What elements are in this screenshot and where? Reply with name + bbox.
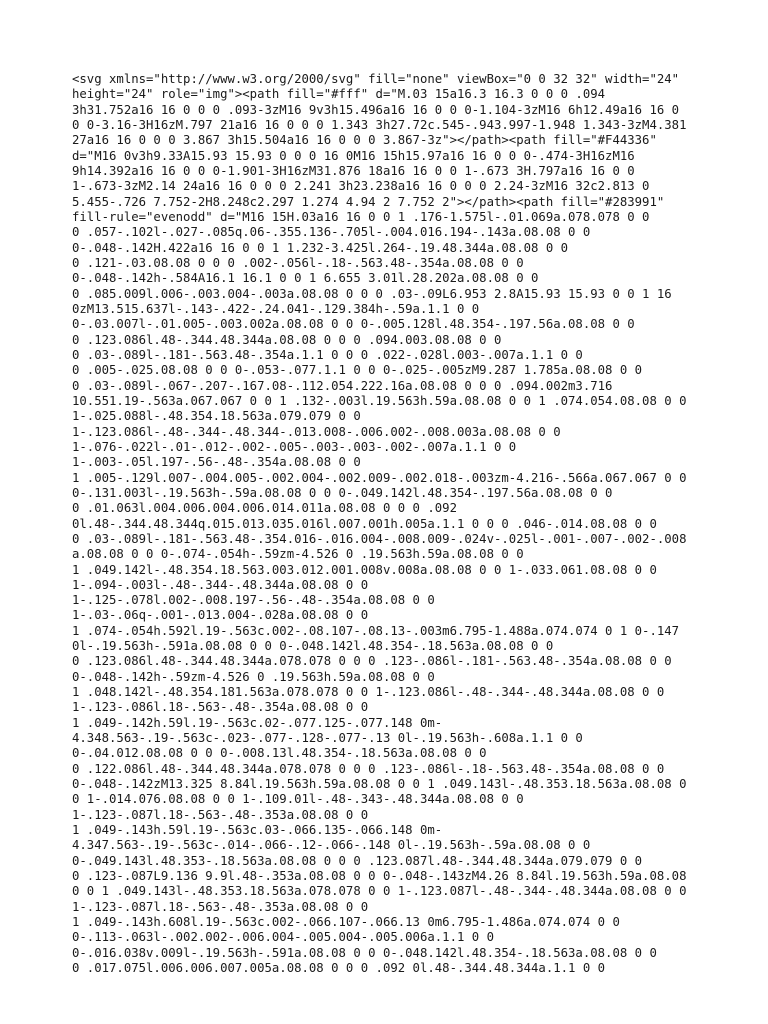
document-page xyxy=(72,72,712,976)
svg-source-line: 0-.048-.142h-.59zm-4.526 0 .19.563h.59a.08.08 0 0 xyxy=(72,669,435,684)
svg-source-line: 0l.48-.344.48.344q.015.013.035.016l.007.001h.005a.1.1 0 0 0 .046-.014.08.08 0 0 xyxy=(72,516,657,531)
svg-source-line: 0 .03-.089l-.181-.563.48-.354.016-.016.004-.008.009-.024v-.025l-.001-.007-.002-.008 xyxy=(72,531,687,546)
svg-source-line: 1-.094-.003l-.48-.344-.48.344a.08.08 0 0 xyxy=(72,577,369,592)
svg-source-line: 1-.025.088l-.48.354.18.563a.079.079 0 0 xyxy=(72,409,361,424)
svg-source-line: 0-.131.003l-.19.563h-.59a.08.08 0 0 0-.049.142l.48.354-.197.56a.08.08 0 0 xyxy=(72,485,613,500)
svg-source-line: 0-.049.143l.48.353-.18.563a.08.08 0 0 0 .123.087l.48-.344.48.344a.079.079 0 0 xyxy=(72,853,643,868)
svg-source-line: 1-.123-.086l.18-.563-.48-.354a.08.08 0 0 xyxy=(72,700,369,715)
svg-source-line: 0 .123.086l.48-.344.48.344a.08.08 0 0 0 .094.003.08.08 0 0 xyxy=(72,332,502,347)
svg-source-line: height="24" role="img"><path fill="#fff" d="M.03 15a16.3 16.3 0 0 0 .094 xyxy=(72,87,606,102)
svg-source-line: 1-.123-.087l.18-.563-.48-.353a.08.08 0 0 xyxy=(72,807,369,822)
svg-source-line: 0l-.19.563h-.591a.08.08 0 0 0-.048.142l.48.354-.18.563a.08.08 0 0 xyxy=(72,639,554,654)
svg-source-line: 1-.125-.078l.002-.008.197-.56-.48-.354a.08.08 0 0 xyxy=(72,593,435,608)
svg-source-line: 1 .049-.143h.59l.19-.563c.03-.066.135-.066.148 0m- xyxy=(72,823,443,838)
svg-source-line: 1 .074-.054h.592l.19-.563c.002-.08.107-.08.13-.003m6.795-1.488a.074.074 0 1 0-.147 xyxy=(72,623,680,638)
svg-source-line: 0 .03-.089l-.181-.563.48-.354a.1.1 0 0 0 .022-.028l.003-.007a.1.1 0 0 xyxy=(72,347,583,362)
svg-source-line: a.08.08 0 0 0-.074-.054h-.59zm-4.526 0 .19.563h.59a.08.08 0 0 xyxy=(72,547,524,562)
svg-source-line: 1 .005-.129l.007-.004.005-.002.004-.002.009-.002.018-.003zm-4.216-.566a.067.067 0 0 xyxy=(72,470,687,485)
svg-source-line: 0 .057-.102l-.027-.085q.06-.355.136-.705l-.004.016.194-.143a.08.08 0 0 xyxy=(72,225,591,240)
svg-source-line: 0 .122.086l.48-.344.48.344a.078.078 0 0 0 .123-.086l-.18-.563.48-.354a.08.08 0 0 xyxy=(72,761,665,776)
svg-source-line: 0 1-.014.076.08.08 0 0 1-.109.01l-.48-.343-.48.344a.08.08 0 0 xyxy=(72,792,524,807)
svg-source-line: 0-.016.038v.009l-.19.563h-.591a.08.08 0 0 0-.048.142l.48.354-.18.563a.08.08 0 0 xyxy=(72,945,657,960)
svg-source-line: 1-.003-.05l.197-.56-.48-.354a.08.08 0 0 xyxy=(72,455,361,470)
svg-source-line: 0 .017.075l.006.006.007.005a.08.08 0 0 0 .092 0l.48-.344.48.344a.1.1 0 0 xyxy=(72,961,606,976)
svg-source-line: 1-.076-.022l-.01-.012-.002-.005-.003-.003-.002-.007a.1.1 0 0 xyxy=(72,439,517,454)
svg-source-line: 0 .01.063l.004.006.004.006.014.011a.08.08 0 0 0 .092 xyxy=(72,501,457,516)
svg-source-line: 0 .03-.089l-.067-.207-.167.08-.112.054.222.16a.08.08 0 0 0 .094.002m3.716 xyxy=(72,378,613,393)
svg-source-line: 0-.048-.142H.422a16 16 0 0 1 1.232-3.425l.264-.19.48.344a.08.08 0 0 xyxy=(72,240,569,255)
svg-source-line: 0-.03.007l-.01.005-.003.002a.08.08 0 0 0-.005.128l.48.354-.197.56a.08.08 0 0 xyxy=(72,317,635,332)
svg-source-line: 0 0 1 .049.143l-.48.353.18.563a.078.078 0 0 1-.123.087l-.48-.344-.48.344a.08.08 0 0 xyxy=(72,884,687,899)
svg-source-line: 0 .085.009l.006-.003.004-.003a.08.08 0 0 0 .03-.09L6.953 2.8A15.93 15.93 0 0 1 16 xyxy=(72,286,672,301)
svg-source-line: 1 .049.142l-.48.354.18.563.003.012.001.008v.008a.08.08 0 0 1-.033.061.08.08 0 0 xyxy=(72,562,657,577)
svg-source-line: 5.455-.726 7.752-2H8.248c2.297 1.274 4.94 2 7.752 2"></path><path fill="#283991" xyxy=(72,194,665,209)
svg-source-line: 0 .123.086l.48-.344.48.344a.078.078 0 0 0 .123-.086l-.181-.563.48-.354a.08.08 0 0 xyxy=(72,654,672,669)
svg-source-line: 0zM13.515.637l-.143-.422-.24.041-.129.384h-.59a.1.1 0 0 xyxy=(72,301,480,316)
svg-source-line: 0 .121-.03.08.08 0 0 0 .002-.056l-.18-.563.48-.354a.08.08 0 0 xyxy=(72,255,524,270)
svg-source-line: 0-.048-.142h-.584A16.1 16.1 0 0 1 6.655 3.01l.28.202a.08.08 0 0 xyxy=(72,271,539,286)
svg-source-line: 0 .005-.025.08.08 0 0 0-.053-.077.1.1 0 0 0-.025-.005zM9.287 1.785a.08.08 0 0 xyxy=(72,363,643,378)
svg-source-line: 4.347.563-.19-.563c-.014-.066-.12-.066-.148 0l-.19.563h-.59a.08.08 0 0 xyxy=(72,838,591,853)
svg-source-line: d="M16 0v3h9.33A15.93 15.93 0 0 0 16 0M16 15h15.97a16 16 0 0 0-.474-3H16zM16 xyxy=(72,148,635,163)
svg-source-line: 27a16 16 0 0 0 3.867 3h15.504a16 16 0 0 0 3.867-3z"></path><path fill="#F44336" xyxy=(72,133,657,148)
svg-source-line: 0 0-3.16-3H16zM.797 21a16 16 0 0 0 1.343 3h27.72c.545-.943.997-1.948 1.343-3zM4.381 xyxy=(72,117,687,132)
svg-source-line: 1-.673-3zM2.14 24a16 16 0 0 0 2.241 3h23.238a16 16 0 0 0 2.24-3zM16 32c2.813 0 xyxy=(72,179,650,194)
svg-source-line: 1 .049-.142h.59l.19-.563c.02-.077.125-.077.148 0m- xyxy=(72,715,443,730)
svg-source-line: 0-.04.012.08.08 0 0 0-.008.13l.48.354-.18.563a.08.08 0 0 xyxy=(72,746,487,761)
svg-source-line: <svg xmlns="http://www.w3.org/2000/svg" fill="none" viewBox="0 0 32 32" width="24" xyxy=(72,72,680,86)
svg-source-line: 1 .048.142l-.48.354.181.563a.078.078 0 0 1-.123.086l-.48-.344-.48.344a.08.08 0 0 xyxy=(72,685,665,700)
svg-source-line: fill-rule="evenodd" d="M16 15H.03a16 16 0 0 1 .176-1.575l-.01.069a.078.078 0 0 xyxy=(72,209,650,224)
svg-source-line: 10.551.19-.563a.067.067 0 0 1 .132-.003l.19.563h.59a.08.08 0 0 1 .074.054.08.08 0 0 xyxy=(72,393,687,408)
svg-source-line: 1-.123.086l-.48-.344-.48.344-.013.008-.006.002-.008.003a.08.08 0 0 xyxy=(72,424,561,439)
svg-source-line: 1-.03-.06q-.001-.013.004-.028a.08.08 0 0 xyxy=(72,608,369,623)
svg-source-line: 0 .123-.087L9.136 9.9l.48-.353a.08.08 0 0 0-.048-.143zM4.26 8.84l.19.563h.59a.08.08 xyxy=(72,869,687,884)
svg-source-line: 1 .049-.143h.608l.19-.563c.002-.066.107-.066.13 0m6.795-1.486a.074.074 0 0 xyxy=(72,915,620,930)
svg-source-line: 3h31.752a16 16 0 0 0 .093-3zM16 9v3h15.496a16 16 0 0 0-1.104-3zM16 6h12.49a16 16 0 xyxy=(72,102,680,117)
svg-source-line: 0-.113-.063l-.002.002-.006.004-.005.004-.005.006a.1.1 0 0 xyxy=(72,930,494,945)
svg-source-line: 0-.048-.142zM13.325 8.84l.19.563h.59a.08.08 0 0 1 .049.143l-.48.353.18.563a.08.08 0 xyxy=(72,777,687,792)
svg-source-line: 4.348.563-.19-.563c-.023-.077-.128-.077-.13 0l-.19.563h-.608a.1.1 0 0 xyxy=(72,731,583,746)
svg-source-line: 9h14.392a16 16 0 0 0-1.901-3H16zM31.876 18a16 16 0 0 1-.673 3H.797a16 16 0 0 xyxy=(72,163,635,178)
svg-source-line: 1-.123-.087l.18-.563-.48-.353a.08.08 0 0 xyxy=(72,899,369,914)
